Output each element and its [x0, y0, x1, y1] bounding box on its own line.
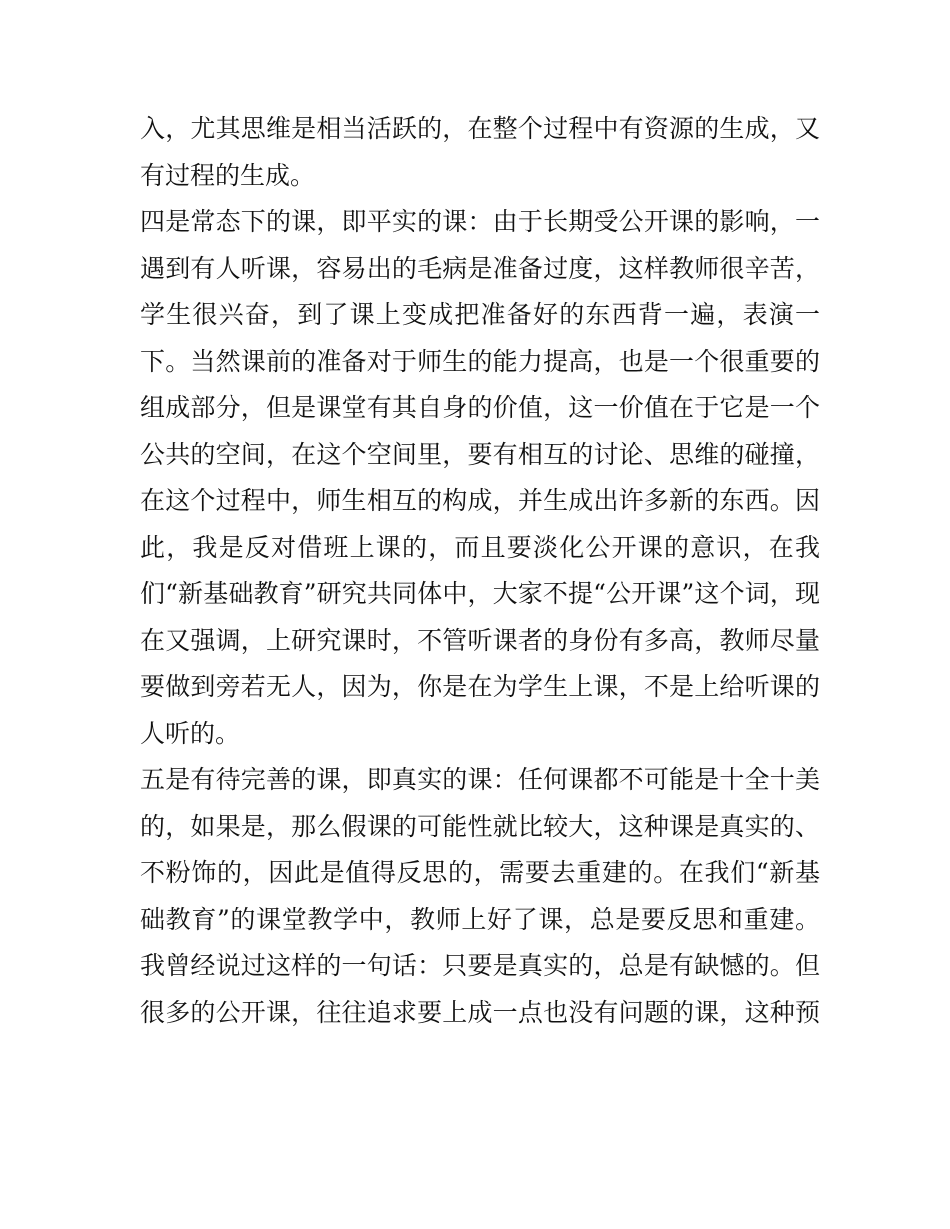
text-line: 下。当然课前的准备对于师生的能力提高，也是一个很重要的	[140, 346, 820, 376]
text-line: 公共的空间，在这个空间里，要有相互的讨论、思维的碰撞，	[140, 439, 820, 469]
text-line: 有过程的生成。	[140, 160, 316, 190]
text-line: 遇到有人听课，容易出的毛病是准备过度，这样教师很辛苦，	[140, 253, 820, 283]
text-line: 此，我是反对借班上课的，而且要淡化公开课的意识，在我	[140, 532, 820, 562]
text-line: 我曾经说过这样的一句话：只要是真实的，总是有缺憾的。但	[140, 951, 820, 980]
text-line: 人听的。	[140, 718, 241, 748]
text-line: 们“新基础教育”研究共同体中，大家不提“公开课”这个词，现	[140, 579, 820, 608]
text-line: 在这个过程中，师生相互的构成，并生成出许多新的东西。因	[140, 486, 820, 515]
text-line: 要做到旁若无人，因为，你是在为学生上课，不是上给听课的	[140, 672, 820, 701]
text-line: 础教育”的课堂教学中，教师上好了课，总是要反思和重建。	[140, 904, 820, 934]
text-line: 的，如果是，那么假课的可能性就比较大，这种课是真实的、	[140, 811, 820, 841]
text-line: 四是常态下的课，即平实的课：由于长期受公开课的影响，一	[140, 207, 820, 236]
text-line: 很多的公开课，往往追求要上成一点也没有问题的课，这种预	[140, 997, 820, 1027]
text-line: 入，尤其思维是相当活跃的，在整个过程中有资源的生成，又	[140, 114, 820, 143]
text-line: 组成部分，但是课堂有其自身的价值，这一价值在于它是一个	[140, 393, 820, 422]
text-line: 在又强调，上研究课时，不管听课者的身份有多高，教师尽量	[140, 625, 820, 655]
text-line: 五是有待完善的课，即真实的课：任何课都不可能是十全十美	[140, 765, 820, 794]
text-line: 学生很兴奋，到了课上变成把准备好的东西背一遍，表演一	[140, 300, 820, 329]
text-line: 不粉饰的，因此是值得反思的，需要去重建的。在我们“新基	[140, 858, 820, 887]
body-text	[140, 106, 820, 1036]
